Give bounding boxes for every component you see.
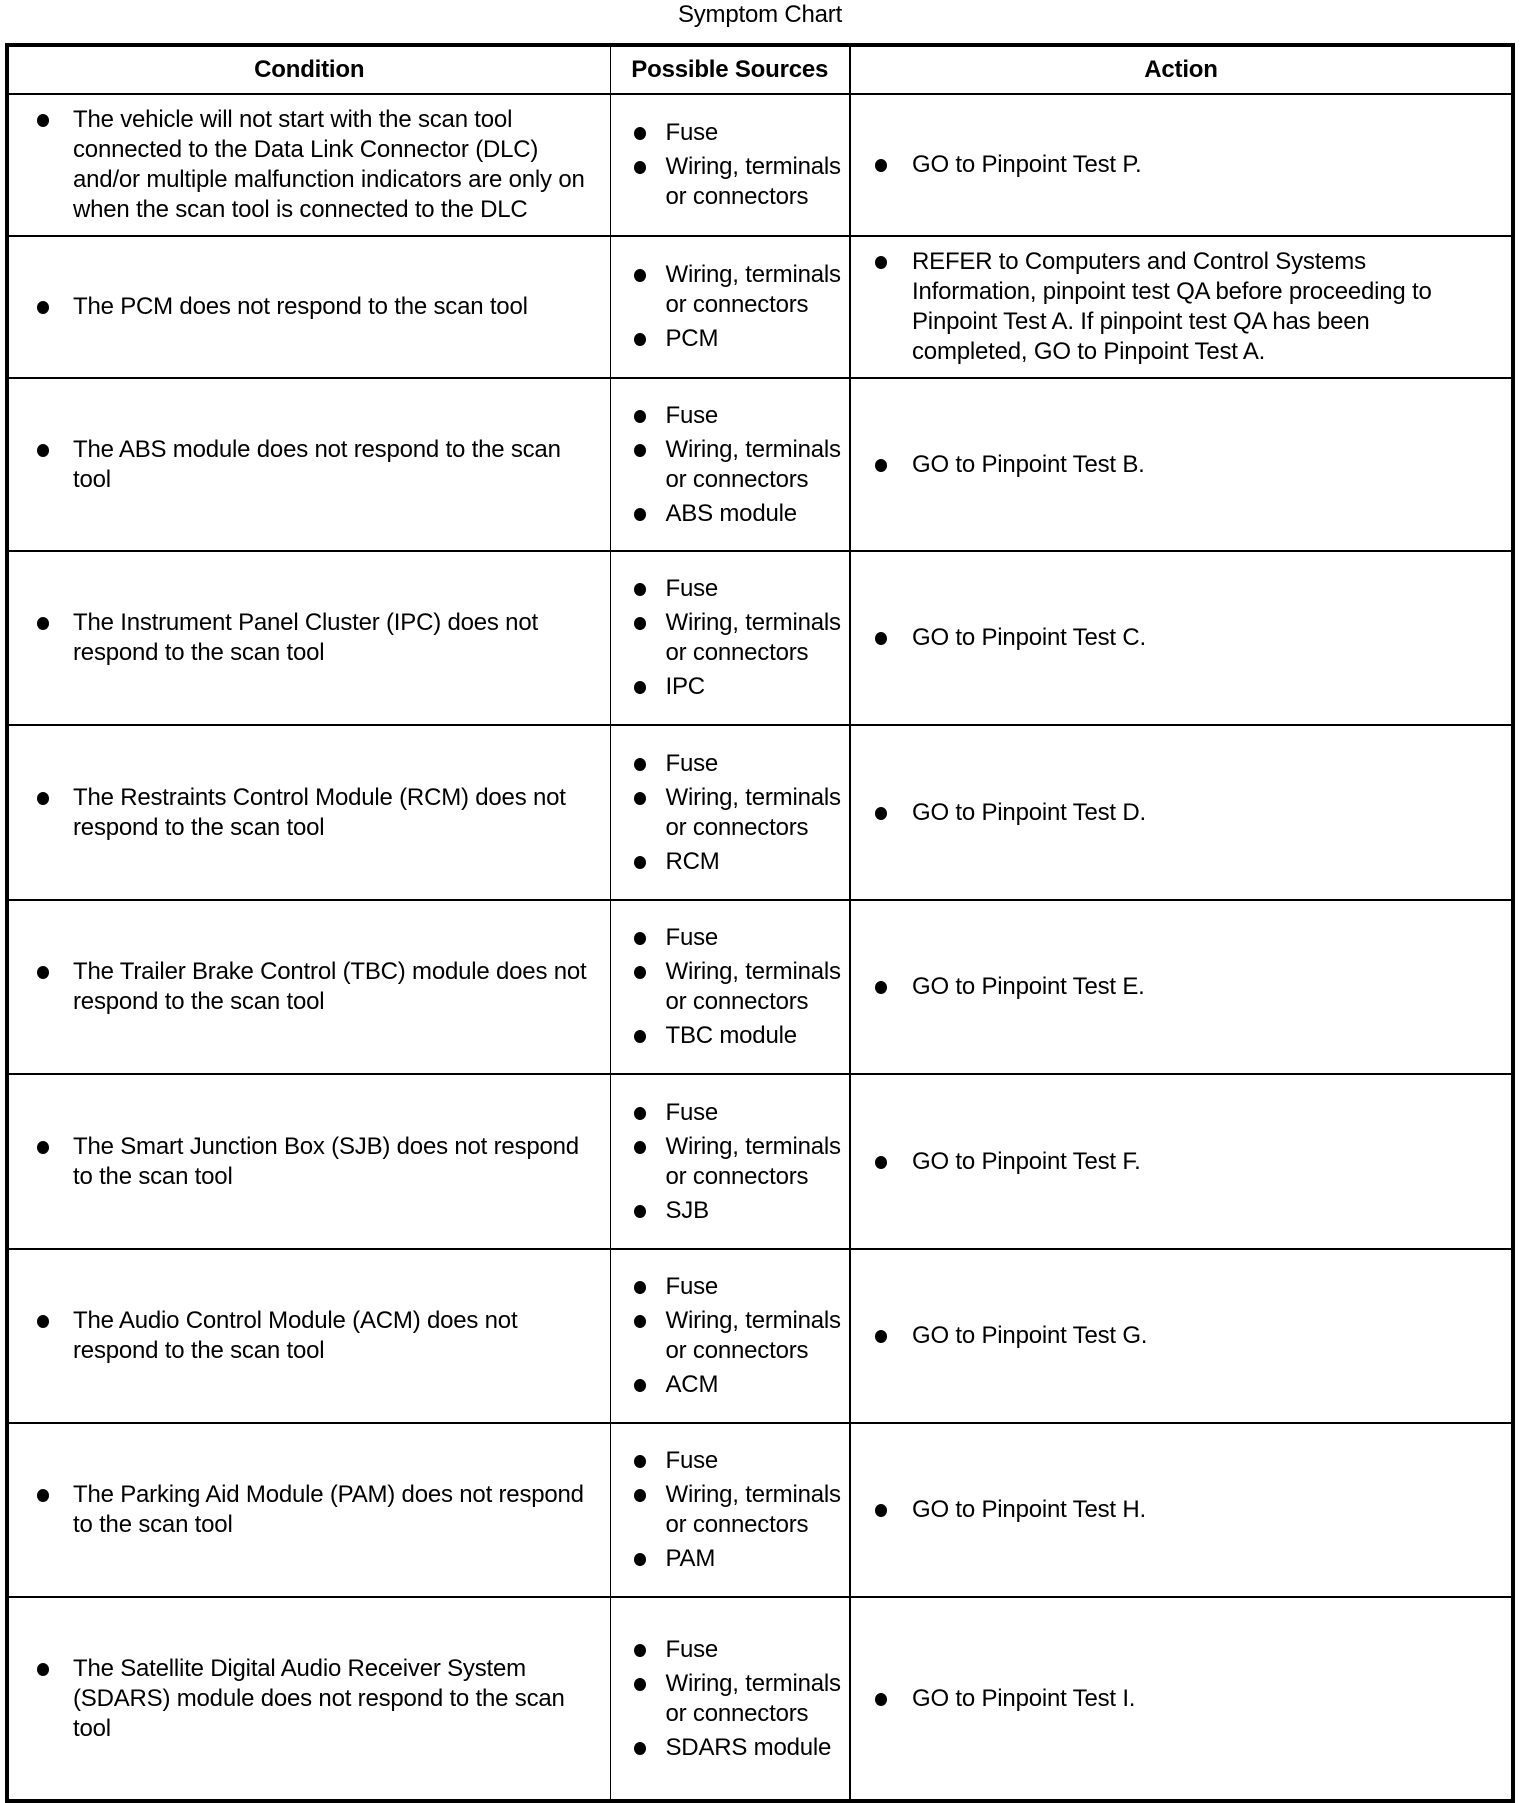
action-cell: [850, 1249, 1513, 1423]
table-row: [7, 1074, 1513, 1249]
bullet-icon: [634, 508, 646, 521]
source-text: ACM: [665, 1371, 719, 1398]
source-item: [634, 1733, 844, 1763]
source-item: [634, 401, 844, 431]
bullet-icon: [634, 1315, 646, 1328]
source-item: [634, 1098, 844, 1128]
source-text: Fuse: [665, 1098, 719, 1126]
source-item: [634, 499, 844, 529]
source-item: [634, 1196, 844, 1226]
bullet-icon: [634, 681, 646, 694]
source-item: [634, 672, 844, 702]
bullet-icon: [634, 1553, 646, 1566]
condition-text: The Audio Control Module (ACM) does not respond to the scan tool: [73, 1307, 518, 1364]
action-cell: [850, 378, 1513, 551]
bullet-icon: [634, 127, 646, 140]
source-text: Fuse: [665, 924, 719, 951]
source-item: [634, 260, 844, 320]
source-item: [634, 608, 844, 668]
table-row: [7, 94, 1513, 236]
bullet-icon: [634, 410, 646, 423]
source-text: Wiring, terminals or connectors: [665, 783, 841, 841]
bullet-icon: [875, 459, 887, 472]
source-text: Fuse: [665, 749, 719, 777]
bullet-icon: [634, 333, 646, 346]
source-text: ABS module: [665, 499, 797, 527]
source-item: [634, 324, 844, 354]
source-text: Wiring, terminals or connectors: [665, 1481, 841, 1538]
bullet-icon: [634, 1742, 646, 1755]
source-text: Wiring, terminals or connectors: [665, 1307, 841, 1364]
source-item: [634, 574, 844, 604]
action-cell: [850, 94, 1513, 236]
source-item: [634, 749, 844, 779]
source-item: [634, 1480, 844, 1540]
possible-sources-cell: [610, 900, 850, 1074]
source-text: Wiring, terminals or connectors: [665, 1132, 841, 1190]
table-row: [7, 1249, 1513, 1423]
action-text: GO to Pinpoint Test H.: [912, 1496, 1146, 1523]
table-header-row: [7, 45, 1513, 94]
source-text: PAM: [665, 1545, 716, 1572]
bullet-icon: [634, 1141, 646, 1154]
action-text: GO to Pinpoint Test P.: [912, 151, 1142, 178]
bullet-icon: [634, 932, 646, 945]
action-text: GO to Pinpoint Test E.: [912, 973, 1145, 1000]
condition-cell: [7, 551, 610, 725]
bullet-icon: [37, 966, 49, 979]
bullet-icon: [634, 1107, 646, 1120]
source-item: [634, 847, 844, 877]
source-item: [634, 1446, 844, 1476]
source-item: [634, 957, 844, 1017]
possible-sources-cell: [610, 1074, 850, 1249]
condition-text: The Trailer Brake Control (TBC) module does not respond to the scan tool: [73, 958, 587, 1015]
condition-cell: [7, 900, 610, 1074]
bullet-icon: [634, 1205, 646, 1218]
condition-cell: [7, 236, 610, 378]
action-text: REFER to Computers and Control Systems Information, pinpoint test QA before proceeding to Pinpoint Test A. If pinpoint test QA has been completed, GO to Pinpoint Test A.: [912, 248, 1432, 365]
action-text: GO to Pinpoint Test D.: [912, 798, 1146, 826]
source-item: [634, 1635, 844, 1665]
table-row: [7, 725, 1513, 900]
bullet-icon: [875, 807, 887, 820]
condition-text: The Restraints Control Module (RCM) does not respond to the scan tool: [73, 783, 566, 841]
header-condition: Condition: [7, 45, 610, 94]
bullet-icon: [37, 1663, 49, 1676]
table-row: [7, 378, 1513, 551]
bullet-icon: [634, 792, 646, 805]
source-text: Wiring, terminals or connectors: [665, 435, 841, 493]
action-text: GO to Pinpoint Test B.: [912, 450, 1145, 478]
bullet-icon: [37, 444, 49, 457]
chart-title: Symptom Chart: [677, 1, 843, 28]
bullet-icon: [37, 1141, 49, 1154]
header-action: Action: [850, 45, 1513, 94]
condition-text: The Satellite Digital Audio Receiver System (SDARS) module does not respond to the scan tool: [73, 1654, 565, 1742]
possible-sources-cell: [610, 1597, 850, 1801]
action-cell: [850, 1074, 1513, 1249]
source-item: [634, 1669, 844, 1729]
source-text: SDARS module: [665, 1733, 832, 1761]
possible-sources-cell: [610, 378, 850, 551]
condition-cell: [7, 1597, 610, 1801]
possible-sources-cell: [610, 725, 850, 900]
table-row: [7, 1597, 1513, 1801]
bullet-icon: [634, 617, 646, 630]
source-text: Fuse: [665, 119, 719, 146]
bullet-icon: [634, 1455, 646, 1468]
possible-sources-cell: [610, 1249, 850, 1423]
bullet-icon: [37, 114, 49, 127]
bullet-icon: [634, 1281, 646, 1294]
source-text: Fuse: [665, 1635, 719, 1663]
header-possible-sources: Possible Sources: [610, 45, 850, 94]
condition-cell: [7, 725, 610, 900]
source-text: SJB: [665, 1196, 709, 1224]
bullet-icon: [875, 256, 887, 269]
bullet-icon: [634, 1678, 646, 1691]
action-cell: [850, 1423, 1513, 1597]
source-item: [634, 783, 844, 843]
source-item: [634, 152, 844, 212]
bullet-icon: [875, 1693, 887, 1706]
action-text: GO to Pinpoint Test I.: [912, 1684, 1136, 1712]
source-text: Wiring, terminals or connectors: [665, 958, 841, 1015]
source-item: [634, 1272, 844, 1302]
bullet-icon: [634, 966, 646, 979]
bullet-icon: [634, 1489, 646, 1502]
source-item: [634, 923, 844, 953]
source-text: Wiring, terminals or connectors: [665, 1669, 841, 1727]
bullet-icon: [37, 792, 49, 805]
source-text: Fuse: [665, 401, 719, 429]
possible-sources-cell: [610, 94, 850, 236]
source-item: [634, 1132, 844, 1192]
action-cell: [850, 1597, 1513, 1801]
bullet-icon: [634, 444, 646, 457]
bullet-icon: [875, 159, 887, 172]
source-text: Fuse: [665, 1273, 719, 1300]
bullet-icon: [875, 1330, 887, 1343]
bullet-icon: [37, 617, 49, 630]
source-item: [634, 1021, 844, 1051]
source-text: Wiring, terminals or connectors: [665, 261, 841, 318]
bullet-icon: [875, 632, 887, 645]
action-text: GO to Pinpoint Test F.: [912, 1147, 1141, 1175]
bullet-icon: [634, 269, 646, 282]
condition-text: The vehicle will not start with the scan tool connected to the Data Link Connector (DLC) and/or multiple malfunction indicators are only on when the scan tool is connected to the DLC: [73, 106, 585, 223]
symptom-chart-table: [5, 43, 1515, 1803]
condition-text: The Smart Junction Box (SJB) does not respond to the scan tool: [73, 1132, 579, 1190]
possible-sources-cell: [610, 551, 850, 725]
source-text: IPC: [665, 673, 705, 700]
bullet-icon: [875, 1156, 887, 1169]
bullet-icon: [37, 301, 49, 314]
source-text: Wiring, terminals or connectors: [665, 609, 841, 666]
condition-cell: [7, 1074, 610, 1249]
condition-text: The PCM does not respond to the scan tool: [73, 293, 528, 320]
bullet-icon: [37, 1315, 49, 1328]
source-item: [634, 118, 844, 148]
source-text: TBC module: [665, 1022, 797, 1049]
condition-cell: [7, 1249, 610, 1423]
table-row: [7, 236, 1513, 378]
condition-text: The Parking Aid Module (PAM) does not respond to the scan tool: [73, 1481, 584, 1538]
possible-sources-cell: [610, 236, 850, 378]
action-text: GO to Pinpoint Test G.: [912, 1322, 1148, 1349]
table-row: [7, 551, 1513, 725]
bullet-icon: [875, 981, 887, 994]
bullet-icon: [634, 583, 646, 596]
table-row: [7, 900, 1513, 1074]
action-cell: [850, 900, 1513, 1074]
condition-cell: [7, 378, 610, 551]
source-item: [634, 1306, 844, 1366]
bullet-icon: [875, 1504, 887, 1517]
source-text: Wiring, terminals or connectors: [665, 153, 841, 210]
source-text: Fuse: [665, 575, 719, 602]
bullet-icon: [634, 161, 646, 174]
condition-text: The Instrument Panel Cluster (IPC) does not respond to the scan tool: [73, 609, 538, 666]
table-row: [7, 1423, 1513, 1597]
source-item: [634, 1544, 844, 1574]
action-cell: [850, 725, 1513, 900]
action-text: GO to Pinpoint Test C.: [912, 624, 1146, 651]
bullet-icon: [634, 1644, 646, 1657]
bullet-icon: [634, 856, 646, 869]
bullet-icon: [634, 1379, 646, 1392]
source-text: PCM: [665, 325, 719, 352]
condition-cell: [7, 94, 610, 236]
condition-text: The ABS module does not respond to the scan tool: [73, 435, 561, 493]
action-cell: [850, 236, 1513, 378]
action-cell: [850, 551, 1513, 725]
bullet-icon: [634, 1030, 646, 1043]
source-item: [634, 1370, 844, 1400]
source-text: Fuse: [665, 1447, 719, 1474]
bullet-icon: [37, 1489, 49, 1502]
possible-sources-cell: [610, 1423, 850, 1597]
source-text: RCM: [665, 847, 720, 875]
source-item: [634, 435, 844, 495]
condition-cell: [7, 1423, 610, 1597]
bullet-icon: [634, 758, 646, 771]
